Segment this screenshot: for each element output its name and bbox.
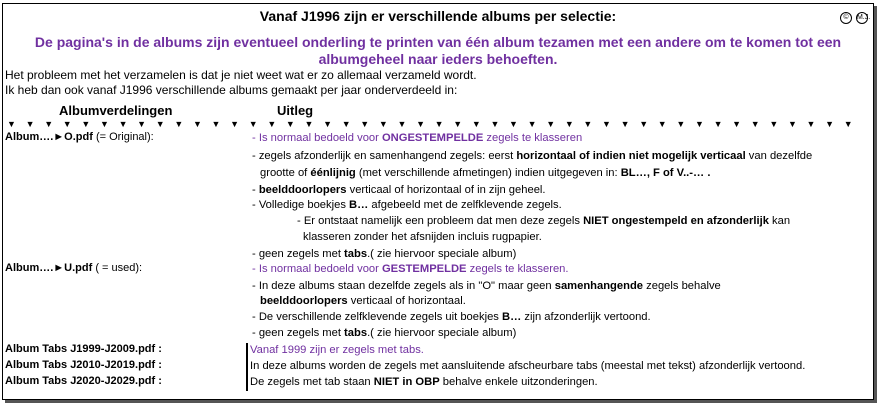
- arrow-down-icon: ▼: [341, 119, 351, 129]
- album-u-link[interactable]: Album….►U.pdf: [5, 262, 93, 274]
- arrow-down-icon: ▼: [137, 119, 147, 129]
- arrow-down-icon: ▼: [825, 119, 835, 129]
- album-o-link[interactable]: Album….►O.pdf: [5, 131, 93, 143]
- content-frame: [2, 3, 874, 400]
- arrow-down-icon: ▼: [583, 119, 593, 129]
- album-u-line-4: - De verschillende zelfklevende zegels uit boekjes B… zijn afzonderlijk vertoond.: [252, 311, 651, 323]
- arrow-down-icon: ▼: [843, 119, 853, 129]
- subtitle-line-1: De pagina's in de albums zijn eventueel onderling te printen van één album tezamen met een andere om te komen tot een: [34, 34, 842, 50]
- arrow-down-icon: ▼: [230, 119, 240, 129]
- arrow-down-icon: ▼: [564, 119, 574, 129]
- album-u-line-2: - In deze albums staan dezelfde zegels als in "O" maar geen samenhangende zegels behalve: [252, 280, 721, 292]
- album-o-line-6: - Er ontstaat namelijk een probleem dat men deze zegels NIET ongestempeld en afzonderlijk kan: [297, 215, 791, 227]
- album-o-line-4: - beelddoorlopers verticaal of horizontaal of in zijn geheel.: [252, 184, 546, 196]
- arrow-down-icon: ▼: [81, 119, 91, 129]
- arrow-down-icon: ▼: [527, 119, 537, 129]
- album-o-line-8: - geen zegels met tabs.( zie hiervoor speciale album): [252, 248, 517, 260]
- arrow-down-icon: ▼: [44, 119, 54, 129]
- album-o-label: Album….►O.pdf (= Original):: [5, 131, 154, 143]
- arrow-down-icon: ▼: [397, 119, 407, 129]
- page-title: Vanaf J1996 zijn er verschillende albums per selectie:: [259, 8, 617, 24]
- intro-line-2: Ik heb dan ook vanaf J1996 verschillende albums gemaakt per jaar onderverdeeld in:: [5, 83, 458, 97]
- album-tabs-link-2[interactable]: Album Tabs J2010-J2019.pdf :: [5, 359, 162, 371]
- album-o-line-1: - Is normaal bedoeld voor ONGESTEMPELDE zegels te klasseren: [252, 132, 583, 144]
- arrow-down-icon: ▼: [323, 119, 333, 129]
- tabs-line-3: De zegels met tab staan NIET in OBP behalve enkele uitzonderingen.: [250, 376, 598, 388]
- subtitle-line-2: albumgeheel naar ieders behoeften.: [318, 51, 558, 67]
- arrow-down-icon: ▼: [769, 119, 779, 129]
- arrow-down-icon: ▼: [787, 119, 797, 129]
- album-u-line-1: - Is normaal bedoeld voor GESTEMPELDE zegels te klasseren.: [252, 263, 569, 275]
- album-o-line-7: klasseren zonder het afsnijden incluis rugpapier.: [303, 231, 542, 243]
- arrow-down-icon: ▼: [713, 119, 723, 129]
- column-header-albumverdelingen: Albumverdelingen: [59, 103, 173, 118]
- album-o-line-2: - zegels afzonderlijk en samenhangend zegels: eerst horizontaal of indien niet mogelijk verticaal van dezelfde: [252, 150, 813, 162]
- column-header-uitleg: Uitleg: [277, 103, 314, 118]
- arrow-down-icon: ▼: [416, 119, 425, 129]
- arrow-down-icon: ▼: [25, 119, 35, 129]
- arrow-down-icon: ▼: [174, 119, 184, 129]
- arrow-down-icon: ▼: [99, 119, 109, 129]
- arrow-down-icon: ▼: [378, 119, 388, 129]
- arrow-down-icon: ▼: [155, 119, 165, 129]
- album-o-line-3: grootte of éénlijnig (met verschillende afmetingen) indien uitgegeven in: BL…, F of V..-… .: [260, 167, 711, 179]
- copyright-mark: [838, 12, 871, 24]
- divider-bar: [246, 343, 248, 391]
- arrow-down-icon: ▼: [7, 119, 16, 129]
- author-mark: M.J.: [856, 12, 868, 24]
- album-tabs-link-1[interactable]: Album Tabs J1999-J2009.pdf :: [5, 343, 162, 355]
- arrow-down-icon: ▼: [285, 119, 295, 129]
- tabs-line-1: Vanaf 1999 zijn er zegels met tabs.: [250, 344, 424, 356]
- arrow-down-icon: ▼: [509, 119, 518, 129]
- arrow-down-icon: ▼: [657, 119, 667, 129]
- copyright-icon: ©: [840, 12, 852, 24]
- arrow-down-icon: ▼: [471, 119, 481, 129]
- tabs-line-2: In deze albums worden de zegels met aansluitende afscheurbare tabs (meestal met tekst) afzonderlijk vertoond.: [250, 360, 806, 372]
- arrow-down-icon: ▼: [360, 119, 370, 129]
- arrow-down-icon: ▼: [750, 119, 760, 129]
- arrow-down-icon: ▼: [434, 119, 444, 129]
- arrow-down-icon: ▼: [694, 119, 704, 129]
- arrow-down-icon: ▼: [192, 119, 202, 129]
- arrow-down-icon: ▼: [453, 119, 463, 129]
- arrow-down-icon: ▼: [546, 119, 556, 129]
- arrow-down-icon: ▼: [806, 119, 816, 129]
- arrow-row: [7, 119, 862, 129]
- arrow-down-icon: ▼: [211, 119, 221, 129]
- arrow-down-icon: ▼: [490, 119, 500, 129]
- arrow-down-icon: ▼: [676, 119, 686, 129]
- arrow-down-icon: ▼: [304, 119, 314, 129]
- album-o-line-5: - Volledige boekjes B… afgebeeld met de zelfklevende zegels.: [252, 199, 562, 211]
- arrow-down-icon: ▼: [732, 119, 742, 129]
- arrow-down-icon: ▼: [62, 119, 72, 129]
- album-u-label: Album….►U.pdf ( = used):: [5, 262, 143, 274]
- arrow-down-icon: ▼: [620, 119, 630, 129]
- intro-line-1: Het probleem met het verzamelen is dat je niet weet wat er zo allemaal verzameld wordt.: [5, 68, 477, 82]
- subtitle: [3, 34, 873, 68]
- arrow-down-icon: ▼: [267, 119, 277, 129]
- album-tabs-link-3[interactable]: Album Tabs J2020-J2029.pdf :: [5, 375, 162, 387]
- album-u-line-5: - geen zegels met tabs.( zie hiervoor speciale album): [252, 327, 517, 339]
- arrow-down-icon: ▼: [602, 119, 611, 129]
- arrow-down-icon: ▼: [639, 119, 649, 129]
- arrow-down-icon: ▼: [248, 119, 258, 129]
- arrow-down-icon: ▼: [118, 119, 128, 129]
- album-u-line-3: beelddoorlopers verticaal of horizontaal.: [260, 295, 466, 307]
